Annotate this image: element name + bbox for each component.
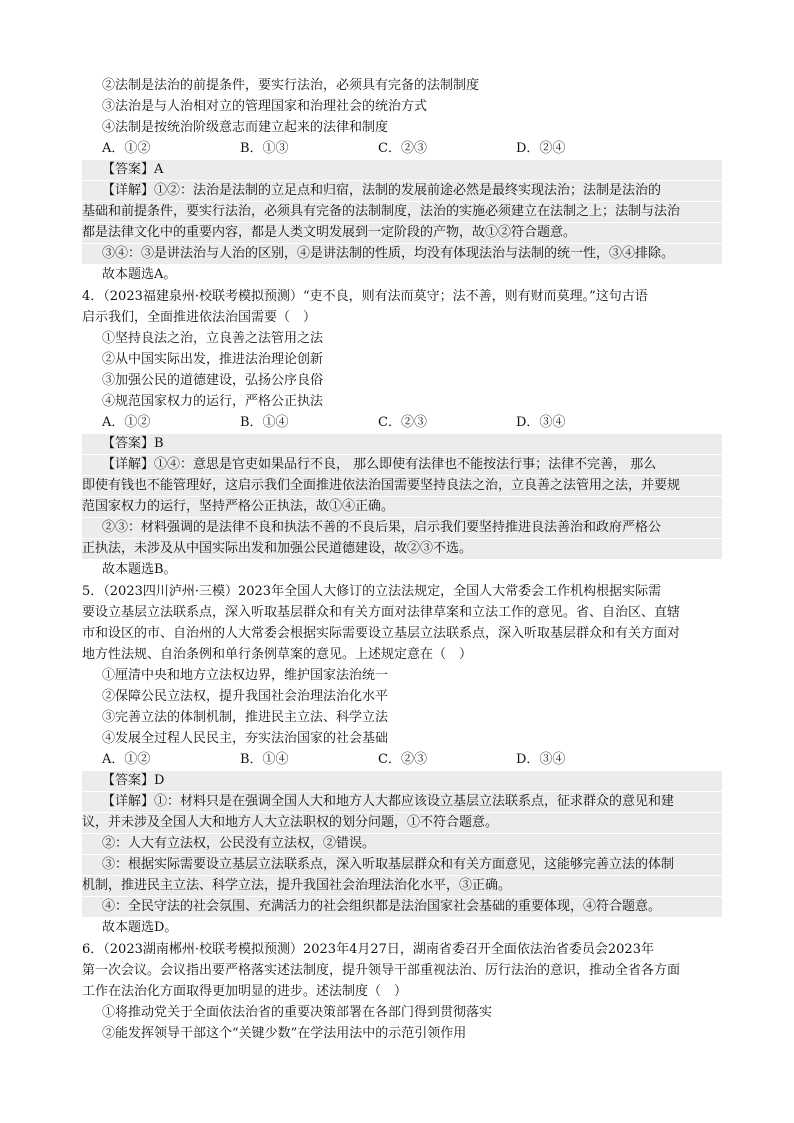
q5-statement-4: ④发展全过程人民民主，夯实法治国家的社会基础 bbox=[102, 731, 389, 746]
q5-conclusion: 故本题选D。 bbox=[102, 920, 178, 935]
q4-detail-line-1: 【详解】①④：意思是官吏如果品行不良， 那么即使有法律也不能按法行事；法律不完善， 那么 bbox=[82, 455, 722, 475]
q4-option-a: A．①② bbox=[102, 415, 151, 430]
q3-detail-line-1: 【详解】①②：法治是法制的立足点和归宿，法制的发展前途必然是最终实现法治；法制是法治的 bbox=[82, 181, 722, 201]
q3-option-a: A．①② bbox=[102, 141, 151, 156]
q4-detail-line-4: ②③：材料强调的是法律不良和执法不善的不良后果，启示我们要坚持推进良法善治和政府严格公 bbox=[82, 518, 722, 538]
q4-option-c: C．②③ bbox=[378, 415, 427, 430]
q3-option-b: B．①③ bbox=[240, 141, 289, 156]
q6-stem-line-1: 6．（2023湖南郴州·校联考模拟预测）2023年4月27日，湖南省委召开全面依法治省委员会2023年 bbox=[82, 942, 654, 957]
q4-detail-line-5: 正执法，未涉及从中国实际出发和加强公民道德建设，故②③不选。 bbox=[82, 539, 722, 559]
q3-detail-line-2: 基础和前提条件，要实行法治，必须具有完备的法制制度，法治的实施必须建立在法制之上；法制与法治 bbox=[82, 202, 722, 222]
q3-conclusion: 故本题选A。 bbox=[102, 267, 177, 282]
q5-statement-1: ①厘清中央和地方立法权边界，维护国家法治统一 bbox=[102, 668, 389, 683]
q5-detail-line-2: 议，并未涉及全国人大和地方人大立法职权的划分问题，①不符合题意。 bbox=[82, 813, 722, 833]
q3-detail-line-3: 都是法律文化中的重要内容，都是人类文明发展到一定阶段的产物，故①②符合题意。 bbox=[82, 223, 722, 243]
q6-statement-1: ①将推动党关于全面依法治省的重要决策部署在各部门得到贯彻落实 bbox=[102, 1005, 493, 1020]
q4-conclusion: 故本题选B。 bbox=[102, 562, 177, 577]
q4-statement-1: ①坚持良法之治，立良善之法管用之法 bbox=[102, 331, 324, 346]
q6-statement-2: ②能发挥领导干部这个“关键少数”在学法用法中的示范引领作用 bbox=[102, 1026, 467, 1041]
q5-option-b: B．①④ bbox=[240, 752, 289, 767]
q5-stem-line-3: 市和设区的市、自治州的人大常委会根据实际需要设立基层立法联系点，深入听取基层群众和有关方面对 bbox=[82, 626, 681, 641]
q5-stem-line-2: 要设立基层立法联系点，深入听取基层群众和有关方面对法律草案和立法工作的意见。省、自治区、直辖 bbox=[82, 605, 681, 620]
q5-stem-line-4: 地方性法规、自治条例和单行条例草案的意见。上述规定意在（ ） bbox=[82, 647, 473, 662]
q5-detail-line-4: ③：根据实际需要设立基层立法联系点，深入听取基层群众和有关方面意见，这能够完善立法的体制 bbox=[82, 855, 722, 875]
q4-detail-line-2: 即使有钱也不能管理好，这启示我们全面推进依法治国需要坚持良法之治，立良善之法管用之法，并要规 bbox=[82, 476, 722, 496]
q4-stem-line-1: 4．（2023福建泉州·校联考模拟预测）“吏不良，则有法而莫守；法不善，则有财而莫理。”这句古语 bbox=[82, 289, 648, 304]
q5-answer: 【答案】D bbox=[82, 771, 722, 791]
q3-statement-2: ②法制是法治的前提条件，要实行法治，必须具有完备的法制制度 bbox=[102, 78, 480, 93]
q5-statement-3: ③完善立法的体制机制，推进民主立法、科学立法 bbox=[102, 710, 389, 725]
q4-stem-line-2: 启示我们，全面推进依法治国需要（ ） bbox=[82, 310, 317, 325]
q5-detail-line-1: 【详解】①：材料只是在强调全国人大和地方人大都应该设立基层立法联系点，征求群众的意见和建 bbox=[82, 792, 722, 812]
q6-stem-line-3: 工作在法治化方面取得更加明显的进步。述法制度（ ） bbox=[82, 984, 408, 999]
q5-detail-line-3: ②：人大有立法权，公民没有立法权，②错误。 bbox=[82, 834, 722, 854]
q6-stem-line-2: 第一次会议。会议指出要严格落实述法制度，提升领导干部重视法治、厉行法治的意识，推动全省各方面 bbox=[82, 963, 681, 978]
q3-detail-line-4: ③④：③是讲法治与人治的区别，④是讲法制的性质，均没有体现法治与法制的统一性，③④排除。 bbox=[82, 244, 722, 264]
q3-options bbox=[102, 139, 722, 159]
q3-option-c: C．②③ bbox=[378, 141, 427, 156]
q5-option-a: A．①② bbox=[102, 752, 151, 767]
q5-option-c: C．②③ bbox=[378, 752, 427, 767]
q5-detail-line-6: ④：全民守法的社会氛围、充满活力的社会组织都是法治国家社会基础的重要体现，④符合题意。 bbox=[82, 897, 722, 917]
q3-answer: 【答案】A bbox=[82, 160, 722, 180]
q4-statement-3: ③加强公民的道德建设，弘扬公序良俗 bbox=[102, 373, 324, 388]
q3-option-d: D．②④ bbox=[516, 141, 566, 156]
q4-option-d: D．③④ bbox=[516, 415, 566, 430]
q4-statement-4: ④规范国家权力的运行，严格公正执法 bbox=[102, 394, 324, 409]
q5-stem-line-1: 5．（2023四川泸州·三模）2023年全国人大修订的立法法规定，全国人大常委会工作机构根据实际需 bbox=[82, 584, 662, 599]
q4-detail-line-3: 范国家权力的运行，坚持严格公正执法，故①④正确。 bbox=[82, 497, 722, 517]
q3-statement-4: ④法制是按统治阶级意志而建立起来的法律和制度 bbox=[102, 120, 389, 135]
q3-statement-3: ③法治是与人治相对立的管理国家和治理社会的统治方式 bbox=[102, 99, 428, 114]
q4-option-b: B．①④ bbox=[240, 415, 289, 430]
q4-options bbox=[102, 413, 722, 433]
q5-options bbox=[102, 750, 722, 770]
q5-statement-2: ②保障公民立法权，提升我国社会治理法治化水平 bbox=[102, 689, 389, 704]
q4-statement-2: ②从中国实际出发，推进法治理论创新 bbox=[102, 352, 324, 367]
q5-detail-line-5: 机制，推进民主立法、科学立法，提升我国社会治理法治化水平，③正确。 bbox=[82, 876, 722, 896]
q4-answer: 【答案】B bbox=[82, 434, 722, 454]
q5-option-d: D．③④ bbox=[516, 752, 566, 767]
